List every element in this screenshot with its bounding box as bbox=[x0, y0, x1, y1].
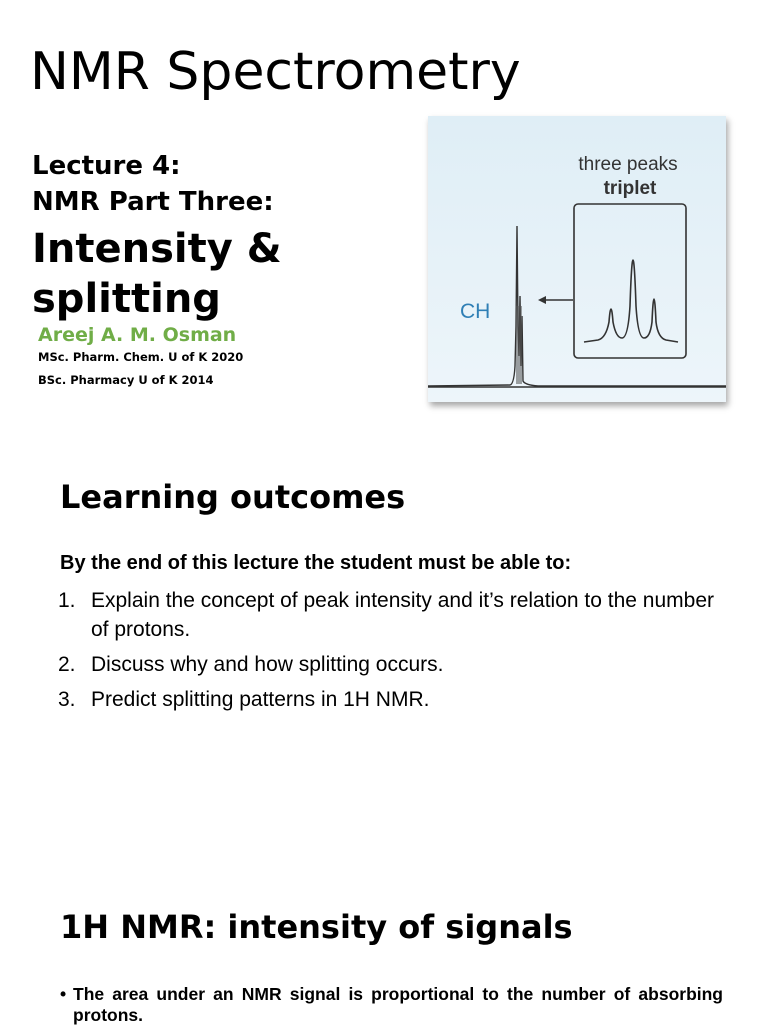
topic-line-1: Intensity & bbox=[32, 226, 282, 272]
signal-label-ch: CH bbox=[460, 300, 491, 323]
figure-label-triplet: triplet bbox=[603, 178, 657, 199]
outcomes-list bbox=[58, 586, 718, 720]
outcome-item bbox=[58, 586, 718, 644]
presentation-title: NMR Spectrometry bbox=[30, 42, 521, 102]
lecture-topic bbox=[32, 224, 282, 324]
figure-label-three-peaks: three peaks bbox=[578, 154, 678, 175]
outcome-text: Predict splitting patterns in 1H NMR. bbox=[91, 688, 430, 711]
lecture-number: Lecture 4: bbox=[32, 151, 181, 181]
author-degree-bsc: BSc. Pharmacy U of K 2014 bbox=[38, 373, 214, 387]
bullet-marker: • bbox=[60, 984, 67, 1004]
main-signal-shade bbox=[516, 306, 522, 384]
outcome-number: 3. bbox=[58, 688, 76, 711]
intensity-slide bbox=[0, 880, 768, 1024]
lecture-heading bbox=[32, 148, 274, 220]
topic-line-2: splitting bbox=[32, 276, 221, 322]
figure-background bbox=[428, 116, 726, 402]
intensity-title: 1H NMR: intensity of signals bbox=[60, 908, 573, 946]
intensity-bullet bbox=[60, 984, 723, 1026]
outcome-item bbox=[58, 650, 718, 679]
outcome-text: Explain the concept of peak intensity and it’s relation to the number of protons. bbox=[91, 589, 714, 641]
author-name: Areej A. M. Osman bbox=[38, 324, 237, 346]
outcomes-title: Learning outcomes bbox=[60, 478, 406, 516]
lecture-part: NMR Part Three: bbox=[32, 187, 274, 217]
outcome-text: Discuss why and how splitting occurs. bbox=[91, 653, 444, 676]
author-degree-msc: MSc. Pharm. Chem. U of K 2020 bbox=[38, 350, 244, 364]
learning-outcomes-slide bbox=[0, 452, 768, 862]
outcome-number: 2. bbox=[58, 653, 76, 676]
outcome-item bbox=[58, 685, 718, 714]
outcomes-intro: By the end of this lecture the student must be able to: bbox=[60, 552, 572, 574]
title-slide bbox=[0, 0, 768, 440]
outcome-number: 1. bbox=[58, 589, 76, 612]
triplet-spectrum-figure bbox=[428, 116, 726, 402]
bullet-text: The area under an NMR signal is proportional to the number of absorbing protons. bbox=[73, 984, 723, 1025]
